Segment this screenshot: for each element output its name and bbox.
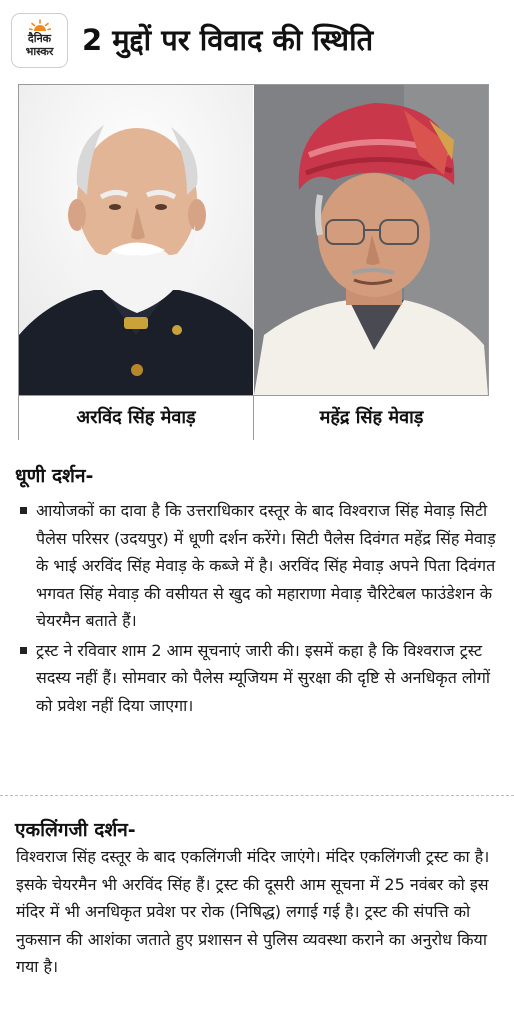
list-item	[14, 637, 502, 720]
section-divider	[0, 795, 514, 796]
section-title-eklingji-darshan: एकलिंगजी दर्शन-	[15, 819, 136, 841]
header	[0, 0, 514, 78]
caption-left: अरविंद सिंह मेवाड़	[19, 395, 253, 440]
photo-panel	[18, 84, 489, 440]
dainik-bhaskar-logo[interactable]	[11, 13, 68, 68]
photo-arvind-singh-mewar	[19, 85, 253, 395]
bullet-text: ट्रस्ट ने रविवार शाम 2 आम सूचनाएं जारी की। इसमें कहा है कि विश्वराज ट्रस्ट सदस्य नहीं हैं। सोमवार को पैलेस म्यूजियम में सुरक्षा की दृष्टि से अनधिकृत लोगों को प्रवेश नहीं दिया जाएगा।	[36, 640, 491, 715]
caption-right: महेंद्र सिंह मेवाड़	[253, 395, 489, 440]
bullet-square-icon	[20, 647, 27, 654]
bullet-text: आयोजकों का दावा है कि उत्तराधिकार दस्तूर के बाद विश्वराज सिंह मेवाड़ सिटी पैलेस परिसर (उदयपुर) में धूणी दर्शन करेंगे। सिटी पैलेस दिवंगत महेंद्र सिंह मेवाड़ के भाई अरविंद सिंह मेवाड़ के कब्जे में है। अरविंद सिंह मेवाड़ अपने पिता दिवंगत भगवत सिंह मेवाड़ की वसीयत से खुद को महाराणा मेवाड़ चैरिटेबल फाउंडेशन के चेयरमैन बताते हैं।	[36, 501, 496, 630]
bullet-list	[14, 497, 502, 721]
photo-mahendra-singh-mewar	[254, 85, 488, 395]
sun-icon	[29, 19, 51, 31]
logo-text-line1: दैनिक	[27, 32, 52, 45]
logo-text-line2: भास्कर	[25, 45, 54, 58]
section-title-dhuni-darshan: धूणी दर्शन-	[15, 465, 94, 487]
page-title: 2 मुद्दों पर विवाद की स्थिति	[82, 23, 374, 57]
bullet-square-icon	[20, 507, 27, 514]
list-item	[14, 497, 502, 635]
eklingji-paragraph: विश्वराज सिंह दस्तूर के बाद एकलिंगजी मंदिर जाएंगे। मंदिर एकलिंगजी ट्रस्ट का है। इसके चेयरमैन भी अरविंद सिंह हैं। ट्रस्ट की दूसरी आम सूचना में 25 नवंबर को इस मंदिर में भी अनधिकृत प्रवेश पर रोक (निषिद्ध) लगाई गई है। ट्रस्ट की संपत्ति को नुकसान की आशंका जताते हुए प्रशासन से पुलिस व्यवस्था कराने का अनुरोध किया गया है।	[16, 847, 490, 976]
